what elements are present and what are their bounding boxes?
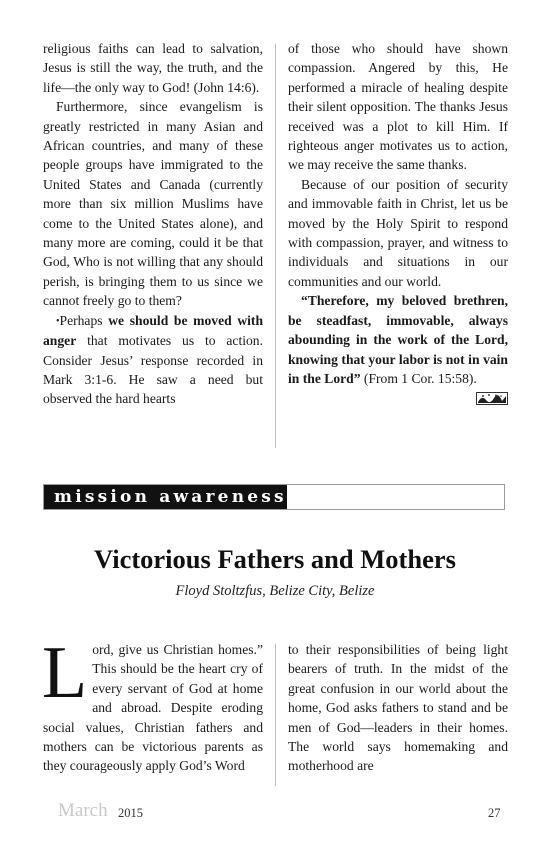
scripture-quote: “Therefore, my beloved brethren, be steadfast, immovable, always abounding in the work of the Lord, knowing that your labor is not in vain in the Lord”	[288, 293, 508, 386]
bullet-rest: that motivates us to action. Consider Jesus’ response recorded in Mark 3:1-6. He saw a need but observed the hard hearts	[43, 333, 263, 407]
bullet-icon: •	[56, 315, 60, 327]
paragraph: Because of our position of security and immovable faith in Christ, let us be moved by the Holy Spirit to respond with compassion, prayer, and witness to individuals and situations in our communities and our world.	[288, 176, 508, 289]
article-title: Victorious Fathers and Mothers	[94, 544, 456, 574]
end-mark-icon	[476, 392, 508, 405]
article-text: ord, give us Christian homes.” This should be the heart cry of every servant of God at home and abroad. Despite eroding social values, Christian fathers and mothers can be victorious parents as they courageously apply God’s Word	[43, 642, 263, 774]
footer-month: March	[58, 800, 108, 821]
article-text: to their responsibilities of being light bearers of truth. In the midst of the great confusion in our world about the home, God asks fathers to stand and be men of God—leaders in their homes. The world says homemaking and motherhood are	[288, 642, 508, 774]
article-left-column	[42, 632, 263, 776]
closing-quote	[288, 291, 508, 388]
article-byline: Floyd Stoltzfus, Belize City, Belize	[175, 583, 375, 599]
drop-cap: L	[42, 632, 88, 714]
bullet-lead: Perhaps	[59, 312, 109, 328]
paragraph: religious faiths can lead to salvation, Jesus is still the way, the truth, and the life—the only way to God! (John 14:6).	[43, 41, 263, 95]
section-banner-label: mission awareness	[44, 485, 287, 509]
paragraph: Furthermore, since evangelism is greatly restricted in many Asian and African countries, and many of these people groups have immigrated to the United States and Canada (currently more than six million Muslims have come to the United States alone), and many more are coming, could it be that God, Who is not willing that any should perish, is bringing them to us since we cannot freely go to them?	[43, 99, 263, 309]
article-right-column	[288, 640, 508, 776]
top-left-column	[43, 39, 263, 409]
paragraph: of those who should have shown compassion. Angered by this, He performed a miracle of healing despite their silent opposition. The thanks Jesus received was a plot to kill Him. If righteous anger motivates us to action, we may receive the same thanks.	[288, 41, 508, 173]
bullet-emphasis: we should be moved with anger	[43, 312, 264, 349]
scripture-citation: (From 1 Cor. 15:58).	[360, 370, 477, 386]
article-opening	[42, 632, 263, 776]
column-divider	[275, 644, 276, 786]
bullet-paragraph	[43, 311, 263, 409]
column-divider	[275, 44, 276, 448]
top-right-column	[288, 39, 508, 405]
section-banner	[43, 484, 505, 510]
footer-year: 2015	[118, 806, 143, 820]
page-number: 27	[488, 806, 501, 820]
